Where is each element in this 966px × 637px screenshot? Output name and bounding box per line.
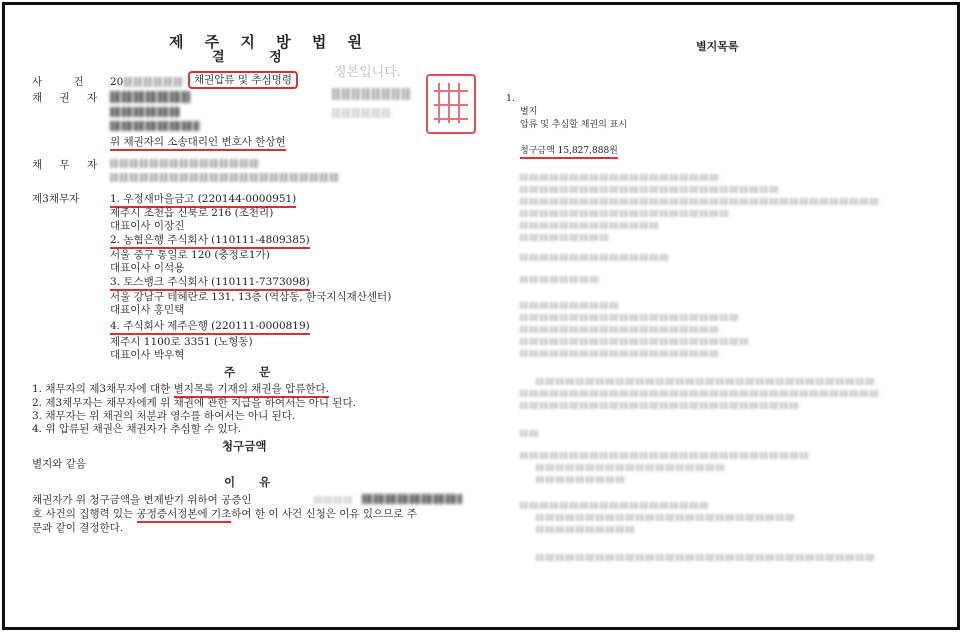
debtor-label: 채 무 자 [32, 159, 105, 171]
redacted-line [520, 390, 880, 397]
order-item: 2. 제3채무자는 채무자에게 위 채권에 관한 지급을 하여서는 아니 된다. [32, 397, 356, 409]
redacted-line [520, 326, 720, 333]
redacted-debtor [110, 159, 260, 168]
attachment-subtitle: 별지 [520, 107, 538, 117]
case-label: 사 건 [32, 76, 98, 88]
redacted-line [520, 210, 730, 217]
redacted-line [536, 514, 796, 521]
creditor-label: 채 권 자 [32, 92, 105, 104]
third-party-name: 2. 농협은행 주식회사 (110111-4809385) [110, 234, 310, 249]
order-item: 4. 위 압류된 채권은 채권자가 추심할 수 있다. [32, 423, 242, 435]
redacted-line [520, 234, 610, 241]
third-party-name: 4. 주식회사 제주은행 (220111-0000819) [110, 320, 310, 335]
redacted-line [536, 476, 626, 483]
redacted-line [520, 314, 740, 321]
creditor-agent: 위 채권자의 소송대리인 변호사 한상현 [110, 136, 286, 151]
redacted-line [520, 350, 720, 357]
third-party-representative: 대표이사 홍민택 [110, 304, 185, 316]
order-item: 1. 채무자의 제3채무자에 대한 별지목록 기재의 채권을 압류한다. [32, 383, 329, 396]
redacted-case-number [124, 77, 184, 87]
redacted-line [536, 378, 876, 385]
redacted-area [332, 108, 392, 118]
redacted-area [332, 88, 412, 100]
third-party-address: 서울 중구 통일로 120 (충정로1가) [110, 249, 270, 261]
court-seal-stamp [426, 74, 476, 134]
redacted-line [536, 526, 636, 533]
third-party-address: 제주시 조천읍 신북로 216 (조천리) [110, 207, 274, 219]
redacted-line [520, 186, 780, 193]
redacted-line [520, 302, 620, 309]
order-section-title: 주 문 [224, 365, 281, 379]
third-party-representative: 대표이사 이석용 [110, 262, 185, 274]
redacted-creditor [110, 107, 180, 117]
redacted-line [520, 430, 540, 437]
redacted-line [520, 402, 800, 409]
case-number-prefix: 20 [110, 76, 124, 88]
redacted-line [520, 338, 750, 345]
third-party-representative: 대표이사 박우혁 [110, 349, 185, 361]
redacted-line [520, 276, 600, 283]
court-decision-page [14, 18, 480, 618]
reason-section-title: 이 유 [224, 475, 281, 489]
redacted-line [520, 452, 810, 459]
third-party-label: 제3채무자 [32, 193, 80, 205]
redacted-creditor [110, 91, 190, 103]
attachment-description: 압류 및 추심할 채권의 표시 [520, 120, 628, 130]
doc-type: 결 정 [212, 50, 302, 65]
redacted-creditor [110, 121, 200, 131]
third-party-address: 서울 강남구 테헤란로 131, 13층 (역삼동, 한국지식재산센터) [110, 291, 392, 303]
attachment-list-page [500, 18, 948, 618]
redacted-line [520, 198, 880, 205]
third-party-name: 3. 토스뱅크 주식회사 (110111-7373098) [110, 276, 310, 291]
reason-line: 호 사건의 집행력 있는 공정증서정본에 기초하여 한 이 사건 신청은 이유 있으므로 주 [32, 508, 417, 521]
redacted-line [520, 222, 660, 229]
reason-line: 채권자가 위 청구금액을 변제받기 위하여 공증인 [32, 494, 252, 506]
redacted-area [362, 494, 462, 504]
redacted-line [536, 464, 726, 471]
redacted-line [536, 554, 876, 561]
watermark-text: 정본입니다. [334, 65, 401, 80]
third-party-representative: 대표이사 이장진 [110, 220, 185, 232]
redacted-line [520, 502, 710, 509]
item-number: 1. [506, 93, 516, 104]
order-item: 3. 채무자는 위 채권의 처분과 영수를 하여서는 아니 된다. [32, 410, 296, 422]
claim-amount: 청구금액 15,827,888원 [520, 146, 618, 159]
redacted-line [520, 174, 720, 181]
attachment-title: 별지목록 [696, 40, 739, 53]
third-party-address: 제주시 1100로 3351 (노형동) [110, 336, 253, 348]
case-name: 채권압류 및 추심명령 [188, 71, 298, 89]
redacted-line [520, 254, 670, 261]
redacted-area [314, 496, 354, 504]
court-name: 제 주 지 방 법 원 [169, 33, 371, 51]
reason-line: 문과 같이 결정한다. [32, 522, 124, 534]
claim-text: 별지와 같음 [32, 458, 87, 470]
claim-section-title: 청구금액 [222, 439, 267, 453]
third-party-name: 1. 우정새마을금고 (220144-0000951) [110, 193, 296, 208]
redacted-debtor [110, 173, 340, 182]
